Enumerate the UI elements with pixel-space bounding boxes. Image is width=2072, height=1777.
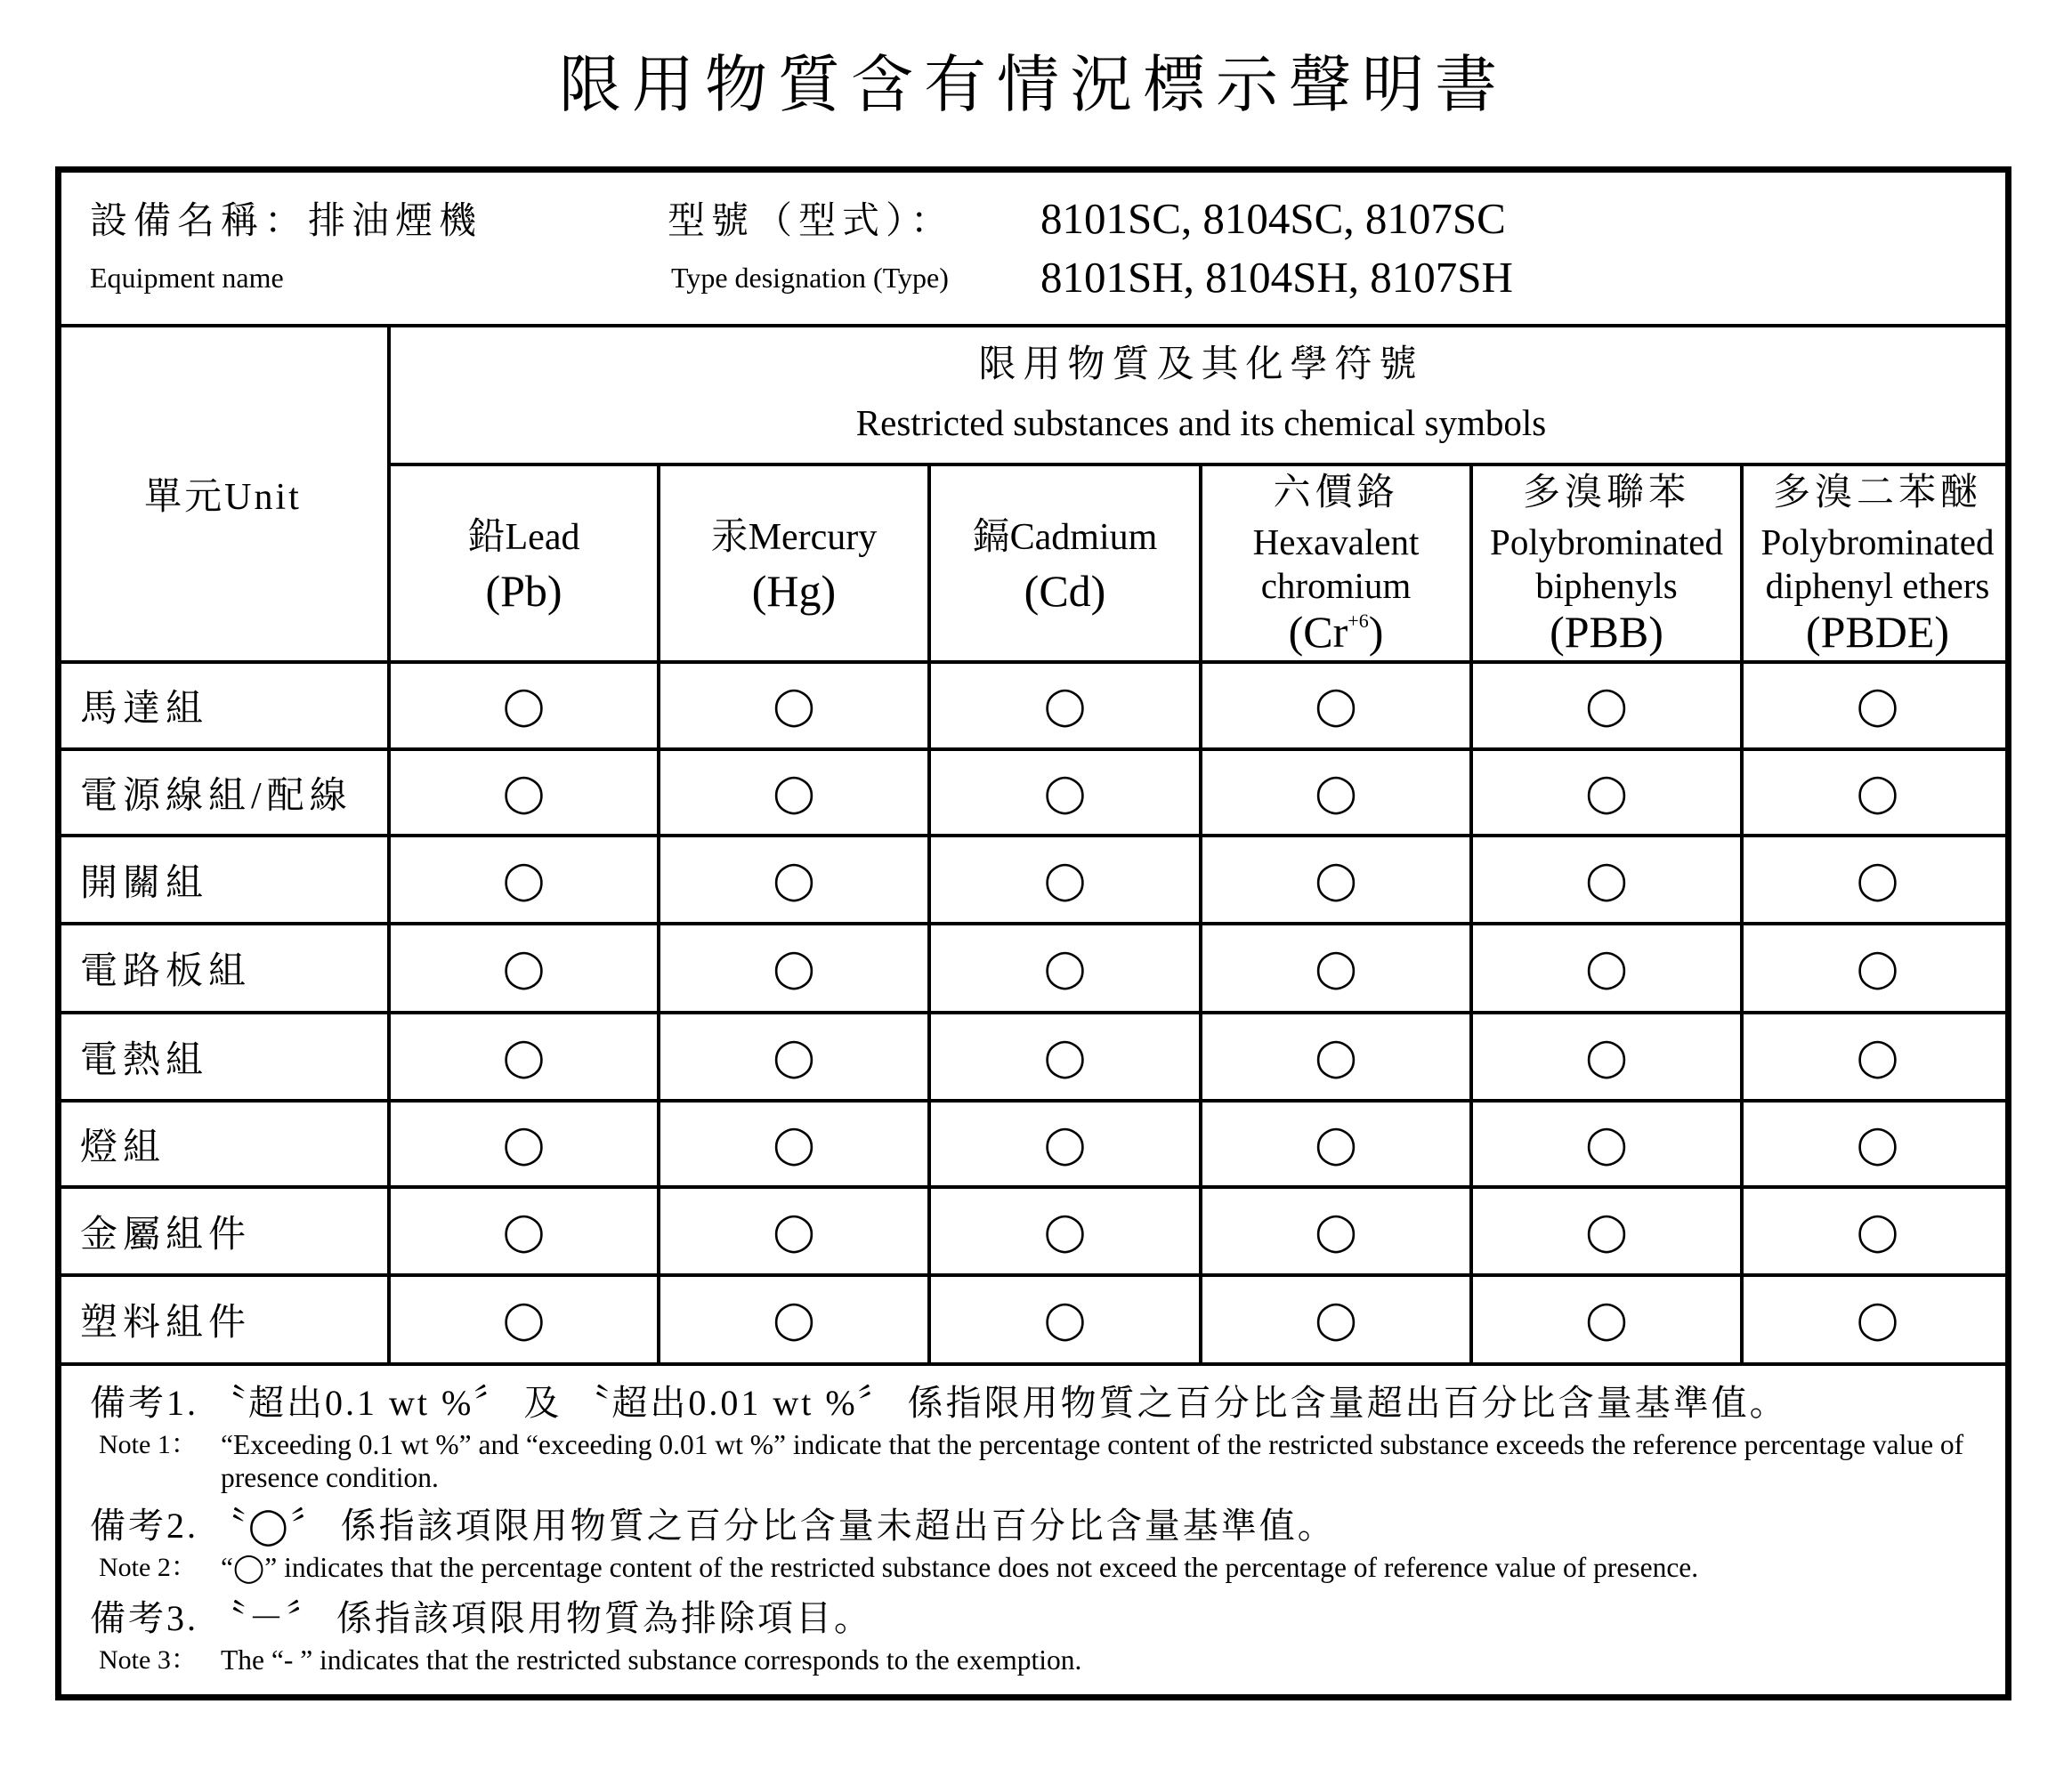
model-numbers-line-2: 8101SH, 8104SH, 8107SH bbox=[1040, 253, 1513, 302]
cell-pbb: ◯ bbox=[1469, 1185, 1740, 1273]
substances-header-en: Restricted substances and its chemical symbols bbox=[855, 402, 1547, 443]
cell-cadmium: ◯ bbox=[927, 1273, 1199, 1362]
restricted-substance-table bbox=[55, 324, 2011, 1362]
cell-lead: ◯ bbox=[387, 747, 657, 834]
cell-pbde: ◯ bbox=[1740, 1185, 2011, 1273]
cell-lead: ◯ bbox=[387, 1011, 657, 1099]
column-header-hexavalent-chromium bbox=[1199, 463, 1469, 660]
note-2-zh: 備考2. 〝◯〞 係指該項限用物質之百分比含量未超出百分比含量基準值。 bbox=[90, 1506, 1336, 1546]
cell-pbde: ◯ bbox=[1740, 1011, 2011, 1099]
cell-cadmium: ◯ bbox=[927, 922, 1199, 1011]
cell-lead: ◯ bbox=[387, 1273, 657, 1362]
model-numbers-line-1: 8101SC, 8104SC, 8107SC bbox=[1040, 194, 1506, 243]
cell-hexavalent-chromium: ◯ bbox=[1199, 1099, 1469, 1185]
cell-mercury: ◯ bbox=[657, 1273, 927, 1362]
column-name-en-line-1: Hexavalent bbox=[1252, 521, 1420, 562]
cell-hexavalent-chromium: ◯ bbox=[1199, 1011, 1469, 1099]
column-name: 鉛Lead bbox=[467, 517, 580, 558]
cell-hexavalent-chromium: ◯ bbox=[1199, 922, 1469, 1011]
note-1-zh: 備考1. 〝超出0.1 wt %〞 及 〝超出0.01 wt %〞 係指限用物質之百分比含量超出百分比含量基準值。 bbox=[90, 1383, 1788, 1423]
column-header-pbde bbox=[1740, 463, 2011, 660]
cell-mercury: ◯ bbox=[657, 1185, 927, 1273]
document-title: 限用物質含有情況標示聲明書 bbox=[559, 52, 1508, 120]
note-2-en: “◯” indicates that the percentage content of the restricted substance does not exceed the percentage of reference value of presence. bbox=[221, 1552, 1699, 1583]
cell-lead: ◯ bbox=[387, 1185, 657, 1273]
column-symbol: (Hg) bbox=[751, 566, 837, 616]
column-symbol: (PBB) bbox=[1550, 607, 1663, 657]
type-designation-label-zh: 型號（型式）： bbox=[668, 201, 955, 242]
column-header-cadmium bbox=[927, 463, 1199, 660]
column-header-lead bbox=[387, 463, 657, 660]
cell-pbde: ◯ bbox=[1740, 660, 2011, 747]
column-name-en-line-1: Polybrominated bbox=[1490, 521, 1723, 562]
cell-pbde: ◯ bbox=[1740, 1099, 2011, 1185]
cell-pbb: ◯ bbox=[1469, 922, 1740, 1011]
column-header-mercury bbox=[657, 463, 927, 660]
cell-mercury: ◯ bbox=[657, 747, 927, 834]
unit-label: 金屬組件 bbox=[55, 1185, 387, 1273]
column-name-zh: 多溴二苯醚 bbox=[1772, 473, 1982, 513]
note-3-zh: 備考3. 〝－〞 係指該項限用物質為排除項目。 bbox=[90, 1598, 872, 1638]
note-3-label: Note 3： bbox=[99, 1645, 198, 1675]
cell-mercury: ◯ bbox=[657, 1011, 927, 1099]
cell-hexavalent-chromium: ◯ bbox=[1199, 834, 1469, 922]
notes-section bbox=[55, 1362, 2011, 1700]
cell-pbb: ◯ bbox=[1469, 747, 1740, 834]
column-name: 鎘Cadmium bbox=[972, 517, 1158, 558]
column-symbol bbox=[1202, 607, 1469, 657]
cell-lead: ◯ bbox=[387, 660, 657, 747]
cell-mercury: ◯ bbox=[657, 834, 927, 922]
cell-cadmium: ◯ bbox=[927, 660, 1199, 747]
unit-label: 開關組 bbox=[55, 834, 387, 922]
cell-pbb: ◯ bbox=[1469, 834, 1740, 922]
unit-label: 馬達組 bbox=[55, 660, 387, 747]
cell-pbb: ◯ bbox=[1469, 660, 1740, 747]
equipment-name-label-zh: 設備名稱：排油煙機 bbox=[90, 201, 483, 242]
note-1-label: Note 1： bbox=[99, 1430, 198, 1459]
cell-hexavalent-chromium: ◯ bbox=[1199, 660, 1469, 747]
cell-pbde: ◯ bbox=[1740, 1273, 2011, 1362]
cell-cadmium: ◯ bbox=[927, 1185, 1199, 1273]
cell-pbde: ◯ bbox=[1740, 747, 2011, 834]
cell-pbde: ◯ bbox=[1740, 922, 2011, 1011]
cell-pbb: ◯ bbox=[1469, 1099, 1740, 1185]
unit-label: 電熱組 bbox=[55, 1011, 387, 1099]
cell-cadmium: ◯ bbox=[927, 747, 1199, 834]
substances-header bbox=[387, 324, 2011, 463]
unit-label: 燈組 bbox=[55, 1099, 387, 1185]
cell-lead: ◯ bbox=[387, 834, 657, 922]
unit-column-header: 單元Unit bbox=[55, 324, 387, 660]
symbol-superscript: +6 bbox=[1348, 610, 1369, 632]
symbol-close: ) bbox=[1368, 607, 1384, 657]
unit-label: 塑料組件 bbox=[55, 1273, 387, 1362]
note-2-label: Note 2： bbox=[99, 1553, 198, 1582]
cell-cadmium: ◯ bbox=[927, 1011, 1199, 1099]
column-name: 汞Mercury bbox=[710, 517, 878, 558]
cell-lead: ◯ bbox=[387, 1099, 657, 1185]
cell-cadmium: ◯ bbox=[927, 1099, 1199, 1185]
cell-mercury: ◯ bbox=[657, 922, 927, 1011]
unit-label: 電路板組 bbox=[55, 922, 387, 1011]
cell-hexavalent-chromium: ◯ bbox=[1199, 747, 1469, 834]
cell-hexavalent-chromium: ◯ bbox=[1199, 1273, 1469, 1362]
column-symbol: (PBDE) bbox=[1805, 607, 1950, 657]
cell-pbde: ◯ bbox=[1740, 834, 2011, 922]
column-symbol: (Pb) bbox=[485, 566, 563, 616]
equipment-name-label-en: Equipment name bbox=[90, 262, 284, 294]
substances-header-zh: 限用物質及其化學符號 bbox=[978, 344, 1424, 385]
column-name-en-line-2: diphenyl ethers bbox=[1765, 565, 1990, 606]
column-name-zh: 六價鉻 bbox=[1273, 473, 1399, 513]
note-1-en: “Exceeding 0.1 wt %” and “exceeding 0.01 wt %” indicate that the percentage content of the restricted substance exceeds the reference percentage value of presence condition. bbox=[221, 1429, 1964, 1493]
cell-hexavalent-chromium: ◯ bbox=[1199, 1185, 1469, 1273]
cell-lead: ◯ bbox=[387, 922, 657, 1011]
column-name-zh: 多溴聯苯 bbox=[1522, 473, 1690, 513]
column-name-en-line-2: chromium bbox=[1260, 565, 1412, 606]
column-name-en-line-2: biphenyls bbox=[1535, 565, 1678, 606]
cell-mercury: ◯ bbox=[657, 1099, 927, 1185]
symbol-base: (Cr bbox=[1288, 607, 1348, 657]
cell-cadmium: ◯ bbox=[927, 834, 1199, 922]
unit-label: 電源線組/配線 bbox=[55, 747, 387, 834]
cell-mercury: ◯ bbox=[657, 660, 927, 747]
column-header-pbb bbox=[1469, 463, 1740, 660]
type-designation-label-en: Type designation (Type) bbox=[671, 262, 949, 294]
column-symbol: (Cd) bbox=[1024, 566, 1106, 616]
cell-pbb: ◯ bbox=[1469, 1273, 1740, 1362]
equipment-section bbox=[55, 166, 2011, 324]
column-name-en-line-1: Polybrominated bbox=[1760, 521, 1995, 562]
note-3-en: The “- ” indicates that the restricted substance corresponds to the exemption. bbox=[221, 1644, 1082, 1676]
cell-pbb: ◯ bbox=[1469, 1011, 1740, 1099]
